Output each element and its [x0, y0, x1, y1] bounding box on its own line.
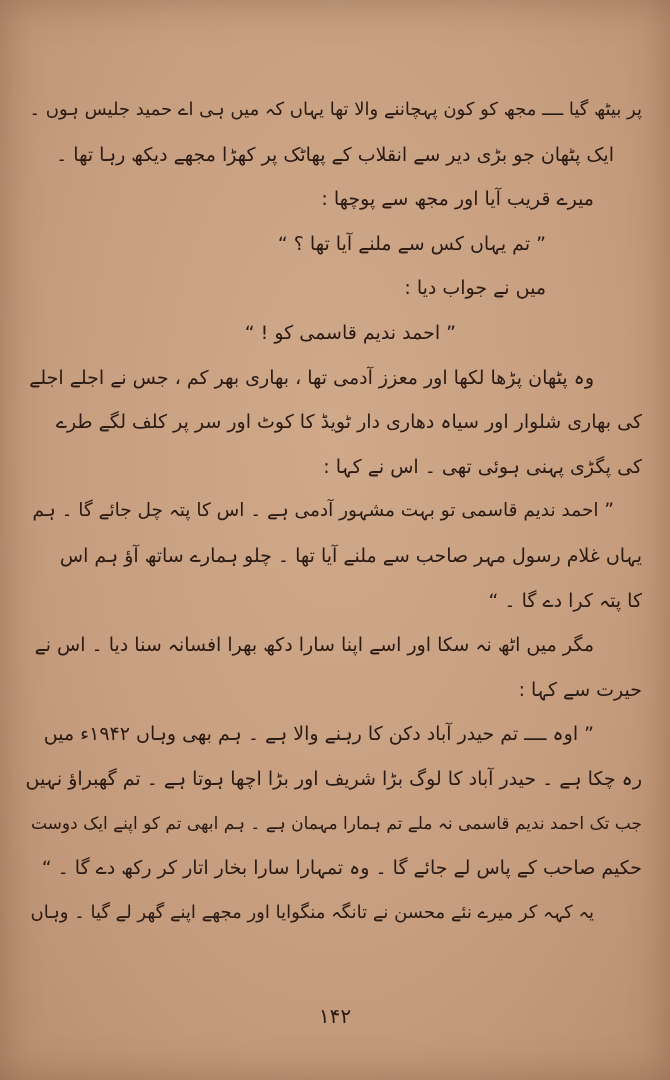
- text-line: حیرت سے کہا :: [518, 678, 642, 701]
- text-line: یہ کہہ کر میرے نئے محسن نے تانگہ منگوایا اور مجھے اپنے گھر لے گیا ۔ وہاں: [30, 901, 594, 923]
- text-line: وہ پٹھان پڑھا لکھا اور معزز آدمی تھا ، بھاری بھر کم ، جس نے اجلے اجلے: [29, 366, 594, 389]
- text-line: میں نے جواب دیا :: [404, 277, 546, 300]
- text-line: کی پگڑی پہنی ہوئی تھی ۔ اس نے کہا :: [323, 455, 642, 478]
- text-line: پر بیٹھ گیا ــــ مجھ کو کون پہچاننے والا تھا یہاں کہ میں ہی اے حمید جلیس ہوں ۔: [29, 99, 642, 120]
- text-line: یہاں غلام رسول مہر صاحب سے ملنے آیا تھا ۔ چلو ہمارے ساتھ آؤ ہم اس: [59, 544, 642, 567]
- text-line: کی بھاری شلوار اور سیاہ دھاری دار ٹویڈ کا کوٹ اور سر پر کلف لگے طرے: [55, 411, 642, 434]
- page-number: ۱۴۲: [318, 1004, 352, 1028]
- urdu-text-body: [22, 88, 642, 935]
- text-line: حکیم صاحب کے پاس لے جائے گا ۔ وہ تمہارا سارا بخار اتار کر رکھ دے گا ۔ “: [41, 857, 642, 880]
- dialogue-line: ” تم یہاں کس سے ملنے آیا تھا ؟ “: [277, 232, 546, 255]
- text-line: رہ چکا ہے ۔ حیدر آباد کا لوگ بڑا شریف اور بڑا اچھا ہوتا ہے ۔ تم گھبراؤ نہیں: [25, 767, 642, 790]
- text-line: کا پتہ کرا دے گا ۔ “: [488, 589, 642, 612]
- dialogue-line: ” احمد ندیم قاسمی کو ! “: [244, 321, 456, 344]
- text-line: میرے قریب آیا اور مجھ سے پوچھا :: [321, 188, 594, 211]
- dialogue-line: ” احمد ندیم قاسمی تو بہت مشہور آدمی ہے ۔ اس کا پتہ چل جائے گا ۔ ہم: [32, 500, 614, 522]
- text-line: جب تک احمد ندیم قاسمی نہ ملے تم ہمارا مہمان ہے ۔ ہم ابھی تم کو اپنے ایک دوست: [30, 813, 642, 834]
- dialogue-line: ” اوہ ــــ تم حیدر آباد دکن کا رہنے والا ہے ۔ ہم بھی وہاں ۱۹۴۲ء میں: [43, 723, 594, 746]
- text-line: ایک پٹھان جو بڑی دیر سے انقلاب کے پھاٹک پر کھڑا مجھے دیکھ رہا تھا ۔: [56, 143, 614, 166]
- text-line: مگر میں اٹھ نہ سکا اور اسے اپنا سارا دکھ بھرا افسانہ سنا دیا ۔ اس نے: [34, 634, 594, 657]
